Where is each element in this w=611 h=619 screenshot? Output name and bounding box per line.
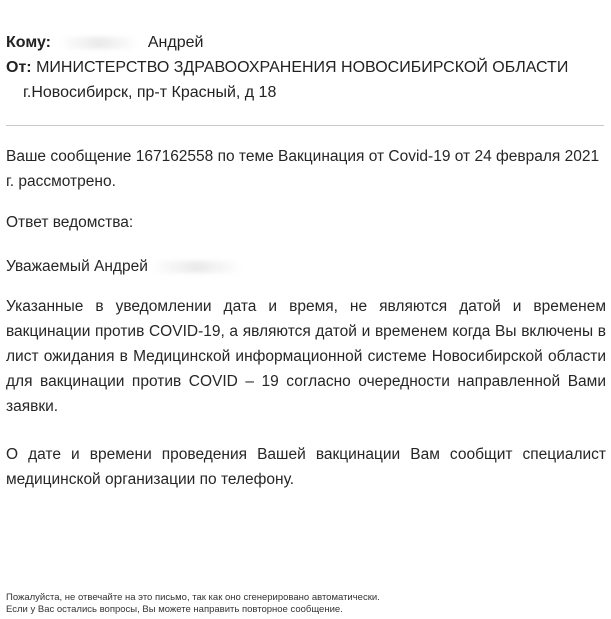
reply-heading: Ответ ведомства: xyxy=(6,214,134,231)
recipient-line xyxy=(6,30,606,55)
to-label: Кому: xyxy=(6,34,51,51)
auto-reply-footer xyxy=(6,592,606,616)
redacted-name xyxy=(152,261,242,273)
sender-line xyxy=(6,55,606,80)
status-paragraph: Ваше сообщение 167162558 по теме Вакцинация от Covid-19 от 24 февраля 2021 г. рассмотрено. xyxy=(6,148,600,190)
explanation-paragraph: Указанные в уведомлении дата и время, не являются датой и временем вакцинации против COVID-19, а являются датой и временем когда Вы включены в лист ожидания в Медицинской информационной системе Новосибирской области для вакцинации против COVID – 19 согласно очередности направленной Вами заявки. xyxy=(6,298,606,415)
followup-paragraph: О дате и времени проведения Вашей вакцинации Вам сообщит специалист медицинской организации по телефону. xyxy=(6,446,606,488)
sender-organization: МИНИСТЕРСТВО ЗДРАВООХРАНЕНИЯ НОВОСИБИРСКОЙ ОБЛАСТИ xyxy=(36,59,569,76)
from-label: От: xyxy=(6,59,32,76)
greeting-line xyxy=(6,254,606,279)
redacted-surname xyxy=(59,37,139,49)
recipient-name: Андрей xyxy=(147,34,204,51)
footer-line-2: Если у Вас остались вопросы, Вы можете направить повторное сообщение. xyxy=(6,604,343,615)
email-header xyxy=(6,30,606,105)
sender-address: г.Новосибирск, пр-т Красный, д 18 xyxy=(23,84,277,101)
footer-line-1: Пожалуйста, не отвечайте на это письмо, так как оно сгенерировано автоматически. xyxy=(6,592,380,603)
header-divider xyxy=(6,125,604,126)
greeting-text: Уважаемый Андрей xyxy=(6,258,148,275)
